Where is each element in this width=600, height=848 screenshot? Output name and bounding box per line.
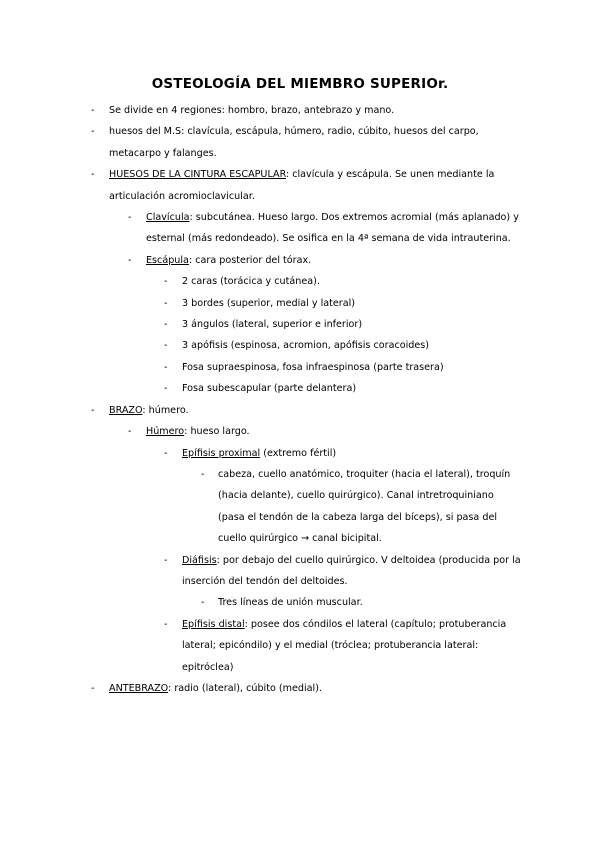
item-text: : subcutánea. Hueso largo. Dos extremos acromial (más aplanado) y esternal (más redondeado). Se osifica en la 4ª semana de vida intrauterina. xyxy=(146,212,519,245)
list-item xyxy=(0,314,600,335)
list-item xyxy=(0,293,600,314)
item-label: HUESOS DE LA CINTURA ESCAPULAR xyxy=(109,169,286,181)
item-text: 3 bordes (superior, medial y lateral) xyxy=(182,297,356,309)
bullet-dash: - xyxy=(91,404,95,416)
bullet-dash: - xyxy=(164,297,168,309)
list-item xyxy=(0,421,600,442)
list-item xyxy=(0,443,600,464)
item-label: Húmero xyxy=(146,426,185,438)
list-item xyxy=(0,592,600,613)
item-text: 3 ángulos (lateral, superior e inferior) xyxy=(182,319,363,331)
list-item xyxy=(0,357,600,378)
item-text: : clavícula y escápula. Se unen mediante la articulación acromioclavicular. xyxy=(109,169,495,202)
list-item xyxy=(0,378,600,399)
list-item xyxy=(0,207,600,250)
list-item xyxy=(0,271,600,292)
bullet-dash: - xyxy=(164,276,168,288)
item-text: 3 apófisis (espinosa, acromion, apófisis coracoides) xyxy=(182,340,429,352)
list-item xyxy=(0,614,600,678)
bullet-dash: - xyxy=(128,212,132,224)
bullet-dash: - xyxy=(164,319,168,331)
bullet-dash: - xyxy=(91,682,95,694)
bullet-dash: - xyxy=(128,254,132,266)
item-label: Clavícula xyxy=(146,212,190,224)
bullet-dash: - xyxy=(201,597,205,609)
list-item xyxy=(0,164,600,207)
bullet-dash: - xyxy=(164,554,168,566)
item-text: huesos del M.S: clavícula, escápula, húmero, radio, cúbito, huesos del carpo, metacarpo y falanges. xyxy=(109,126,479,159)
bullet-dash: - xyxy=(164,447,168,459)
item-label: Epífisis proximal xyxy=(182,447,261,459)
bullet-dash: - xyxy=(164,361,168,373)
item-text: : hueso largo. xyxy=(184,426,250,438)
item-text: Tres líneas de unión muscular. xyxy=(218,597,363,609)
bullet-dash: - xyxy=(164,618,168,630)
bullet-dash: - xyxy=(201,468,205,480)
item-text: cabeza, cuello anatómico, troquiter (hacia el lateral), troquín (hacia delante), cuello quirúrgico). Canal intretroquiniano (pasa el tendón de la cabeza larga del bíceps), si pasa del cuello quirúrgico → canal bicipital. xyxy=(218,468,511,545)
list-item xyxy=(0,121,600,164)
item-label: Epífisis distal xyxy=(182,618,245,630)
item-label: Escápula xyxy=(146,254,189,266)
bullet-dash: - xyxy=(128,426,132,438)
item-text: Fosa subescapular (parte delantera) xyxy=(182,383,357,395)
list-item xyxy=(0,464,600,550)
item-text: : por debajo del cuello quirúrgico. V deltoidea (producida por la inserción del tendón del deltoides. xyxy=(182,554,521,587)
bullet-dash: - xyxy=(164,383,168,395)
item-text: (extremo fértil) xyxy=(260,447,337,459)
bullet-dash: - xyxy=(91,126,95,138)
list-item xyxy=(0,100,600,121)
item-label: ANTEBRAZO xyxy=(109,682,169,694)
bullet-dash: - xyxy=(91,169,95,181)
bullet-dash: - xyxy=(164,340,168,352)
item-text: Fosa supraespinosa, fosa infraespinosa (parte trasera) xyxy=(182,361,444,373)
item-text: : posee dos cóndilos el lateral (capítulo; protuberancia lateral; epicóndilo) y el medial (tróclea; protuberancia lateral: epitróclea) xyxy=(182,618,507,673)
list-item xyxy=(0,250,600,271)
item-label: Diáfisis xyxy=(182,554,217,566)
list-item xyxy=(0,335,600,356)
item-text: 2 caras (torácica y cutánea). xyxy=(182,276,320,288)
list-item xyxy=(0,400,600,421)
list-item xyxy=(0,678,600,699)
page-title: OSTEOLOGÍA DEL MIEMBRO SUPERIOr. xyxy=(151,76,449,92)
item-text: : radio (lateral), cúbito (medial). xyxy=(168,682,322,694)
list-item xyxy=(0,550,600,593)
item-text: Se divide en 4 regiones: hombro, brazo, antebrazo y mano. xyxy=(109,105,395,116)
item-text: : húmero. xyxy=(142,404,189,416)
item-label: BRAZO xyxy=(109,404,143,416)
outline-list xyxy=(0,100,600,699)
bullet-dash: - xyxy=(91,105,95,116)
item-text: : cara posterior del tórax. xyxy=(188,254,312,266)
